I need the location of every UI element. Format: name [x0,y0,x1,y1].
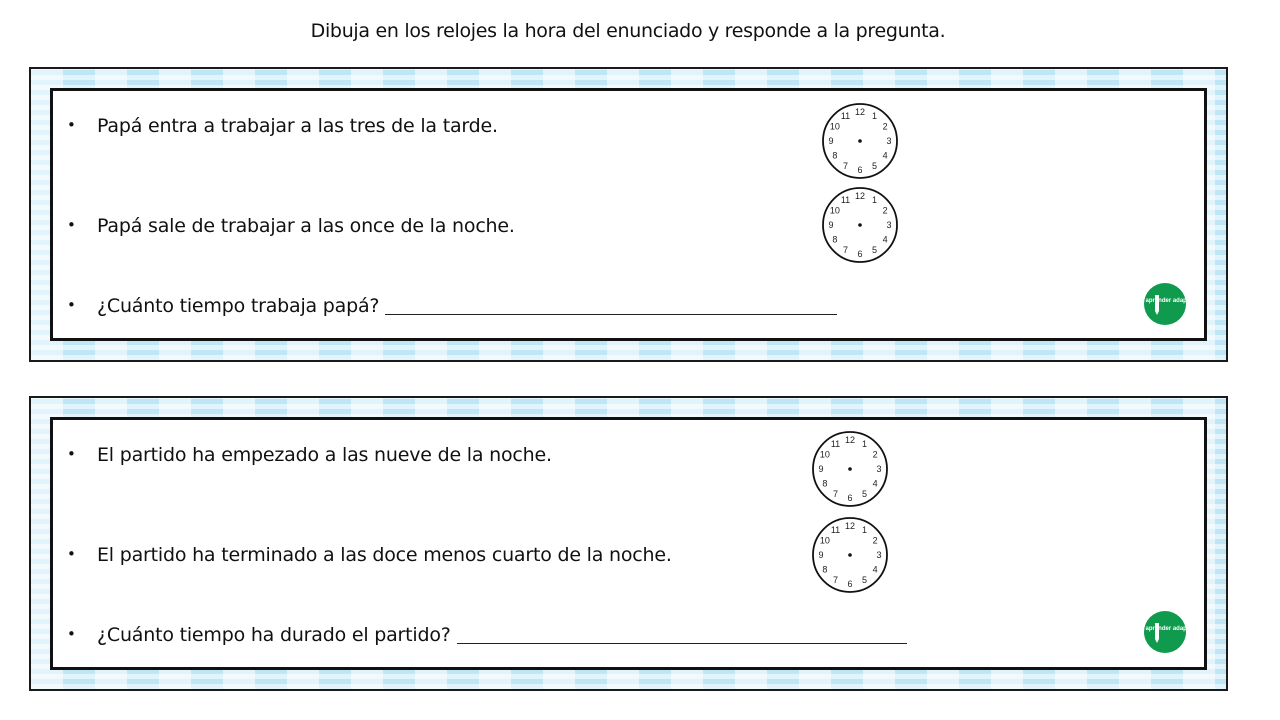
clock-number: 1 [861,438,868,449]
bullet-icon: • [67,625,76,643]
clock-number: 12 [854,107,866,117]
clock-number: 1 [871,110,878,121]
clock-number: 7 [832,489,839,500]
clock-number: 10 [819,535,830,546]
clock-number: 7 [842,245,849,256]
clock-number: 1 [861,524,868,535]
clock-center-dot [858,139,862,143]
clock-number: 7 [832,575,839,586]
page-instruction: Dibuja en los relojes la hora del enunciado y responde a la pregunta. [310,20,946,42]
statement-2 [67,215,515,237]
clock-center-dot [848,553,852,557]
exercise-card-1 [29,67,1228,362]
clock-number: 6 [847,493,853,503]
clock-number: 4 [872,564,878,575]
clock-number: 9 [818,550,824,560]
clock-number: 11 [840,194,851,205]
clock-number: 10 [819,449,830,460]
clock-number: 12 [844,521,856,531]
clock-number: 11 [830,524,841,535]
bullet-icon: • [67,445,76,463]
clock-number: 7 [842,161,849,172]
question-1-text: ¿Cuánto tiempo trabaja papá? [97,295,380,317]
bullet-icon: • [67,216,76,234]
clock-number: 9 [828,220,834,230]
question-1 [67,295,837,317]
clock-number: 11 [830,438,841,449]
exercise-card-2-content [50,417,1207,670]
exercise-card-2 [29,396,1228,691]
clock-number: 8 [822,478,828,489]
statement-4 [67,544,672,566]
clock-number: 9 [828,136,834,146]
statement-4-text: El partido ha terminado a las doce menos cuarto de la noche. [97,544,672,566]
clock-face-icon[interactable] [810,515,890,595]
clock-number: 3 [886,136,892,146]
clock-number: 4 [872,478,878,489]
statement-1-text: Papá entra a trabajar a las tres de la tarde. [97,115,498,137]
clock-number: 12 [854,191,866,201]
clock-number: 4 [882,150,888,161]
clock-center-dot [858,223,862,227]
clock-face-icon[interactable] [820,185,900,265]
clock-number: 5 [861,575,868,586]
statement-3-text: El partido ha empezado a las nueve de la noche. [97,444,552,466]
clock-number: 2 [882,205,888,216]
answer-line-1[interactable] [385,314,837,315]
clock-number: 5 [871,161,878,172]
clock-number: 11 [840,110,851,121]
clock-number: 3 [876,550,882,560]
clock-number: 1 [871,194,878,205]
clock-number: 6 [847,579,853,589]
bullet-icon: • [67,296,76,314]
clock-number: 2 [872,535,878,546]
clock-number: 2 [872,449,878,460]
clock-number: 8 [832,150,838,161]
statement-1 [67,115,498,137]
question-2 [67,624,907,646]
logo-text: aprender adaptar [1145,626,1195,632]
clock-number: 10 [829,205,840,216]
logo-text: aprender adaptar [1145,298,1195,304]
clock-number: 8 [832,234,838,245]
statement-3 [67,444,552,466]
clock-face-icon[interactable] [810,429,890,509]
bullet-icon: • [67,545,76,563]
exercise-card-1-content [50,88,1207,341]
brand-logo-icon [1143,610,1195,654]
clock-number: 8 [822,564,828,575]
clock-face-icon[interactable] [820,101,900,181]
answer-line-2[interactable] [457,643,907,644]
brand-logo-icon [1143,282,1195,326]
clock-number: 2 [882,121,888,132]
clock-number: 12 [844,435,856,445]
clock-number: 6 [857,165,863,175]
clock-number: 4 [882,234,888,245]
statement-2-text: Papá sale de trabajar a las once de la noche. [97,215,515,237]
clock-number: 5 [871,245,878,256]
clock-number: 3 [876,464,882,474]
clock-number: 6 [857,249,863,259]
clock-center-dot [848,467,852,471]
question-2-text: ¿Cuánto tiempo ha durado el partido? [97,624,451,646]
bullet-icon: • [67,116,76,134]
clock-number: 3 [886,220,892,230]
clock-number: 10 [829,121,840,132]
clock-number: 9 [818,464,824,474]
clock-number: 5 [861,489,868,500]
